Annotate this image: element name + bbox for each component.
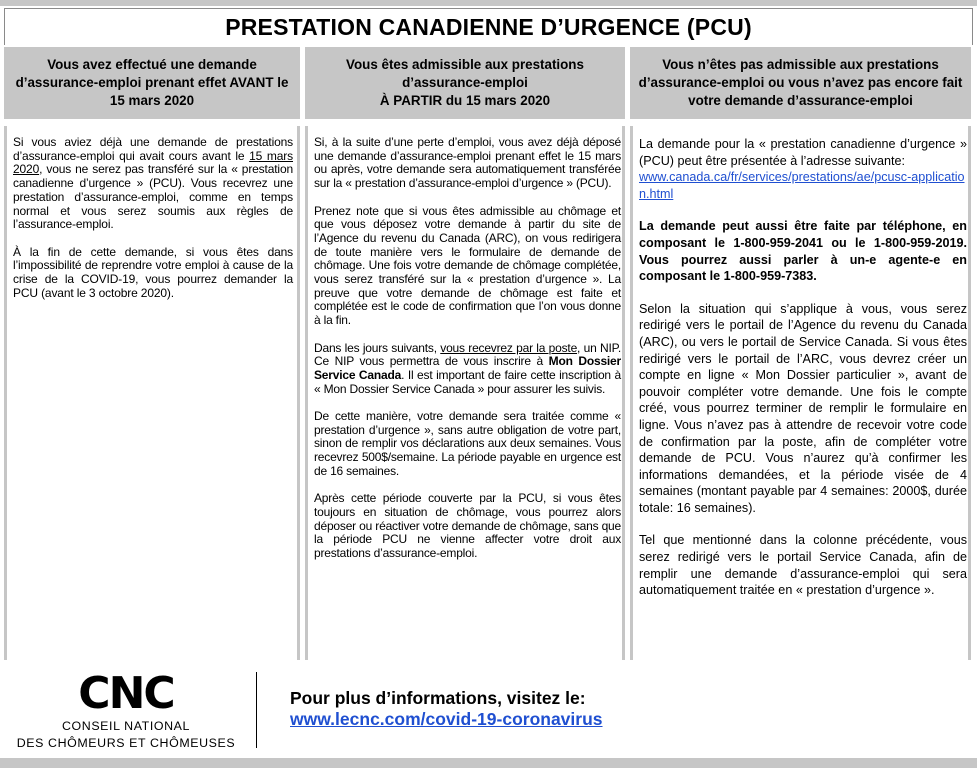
column-2-paragraph: Si, à la suite d’une perte d’emploi, vous avez déjà déposé une demande d’assurance-emploi prenant effet le 15 mars ou après, votre demande sera automatiquement transférée sur la « prestation d’assurance-emploi d’urgence » (PCU). [314, 135, 621, 191]
column-1-heading-line: d’assurance-emploi prenant effet AVANT le [15, 75, 289, 90]
column-3-paragraph: Tel que mentionné dans la colonne précédente, vous serez redirigé vers le portail Service Canada, afin de remplir une demande d’assurance-emploi qui sera automatiquement traitée en « prestation d’urgence ». [639, 533, 967, 598]
column-1-paragraph [13, 136, 293, 232]
column-3-heading [630, 47, 971, 119]
bottom-border [0, 758, 977, 768]
column-3-paragraph: Selon la situation qui s’applique à vous, vous serez redirigé vers le portail de l’Agence du revenu du Canada (ARC), ou vers le portail de Service Canada. Si vous êtes redirigé vers le portail de l’ARC, vous devrez créer un compte en ligne « Mon Dossier particulier », avant de pouvoir compléter votre demande. Une fois le compte créé, vous pourrez terminer de remplir le formulaire en ligne. Vous n’avez pas à attendre de recevoir votre code de confirmation par la poste, afin de compléter votre demande de PCU. Vous n’aurez qu’à confirmer les informations demandées, et la période visée de 4 semaines (montant payable par 4 semaines: 2000$, durée totale: 16 semaines). [639, 301, 967, 515]
column-3-heading-line: votre demande d’assurance-emploi [688, 93, 913, 108]
column-3-paragraph [639, 169, 967, 202]
column-2-heading-line: Vous êtes admissible aux prestations [346, 57, 584, 72]
org-name-line-2: DES CHÔMEURS ET CHÔMEUSES [16, 736, 236, 750]
cnc-logo [66, 668, 186, 716]
column-2-heading-line: À PARTIR du 15 mars 2020 [379, 93, 551, 108]
column-3-heading-line: Vous n’êtes pas admissible aux prestations [662, 57, 939, 72]
column-2-paragraph: De cette manière, votre demande sera traitée comme « prestation d’urgence », sans autre obligation de votre part, sinon de remplir vos déclarations aux deux semaines. Vous recevrez 500$/semaine. La période payable en urgence est de 16 semaines. [314, 409, 621, 478]
org-name-line-1: CONSEIL NATIONAL [61, 719, 191, 733]
column-1-paragraph: À la fin de cette demande, si vous êtes dans l’impossibilité de reprendre votre emploi à cause de la crise de la COVID-19, vous pourrez demander la PCU (avant le 3 octobre 2020). [13, 244, 293, 300]
column-2-paragraph: Après cette période couverte par la PCU, si vous êtes toujours en situation de chômage, vous pourrez alors déposer ou réactiver votre demande de chômage, sans que la période PCU ne vienne affecter votre droit aux prestations d’assurance-emploi. [314, 491, 621, 561]
info-title: Pour plus d’informations, visitez le: [290, 688, 586, 708]
text-run: Dans les jours suivants, [314, 340, 441, 355]
text-run: , un NIP. Ce NIP vous permettra de vous inscrire à [314, 340, 621, 369]
footer-divider [256, 672, 257, 748]
text-run: , vous ne serez pas transféré sur la « prestation canadienne d’urgence » (PCU). Vous recevrez une prestation d’assurance-emploi, comme en temps normal et vous serez soumis aux règles de l’assurance-emploi. [13, 162, 293, 232]
column-2-paragraph [314, 342, 621, 397]
column-1-body [4, 126, 300, 660]
column-2-paragraph: Prenez note que si vous êtes admissible au chômage et que vous déposez votre demande à partir du site de l’Agence du revenu du Canada (ARC), on vous redirigera de toute manière vers le formulaire de demande de chômage. Une fois votre demande de chômage complétée, vous serez transféré sur la « prestation d’urgence ». La preuve que votre demande de chômage est faite et complétée est le code de confirmation que l’on vous donne à la fin. [314, 203, 621, 328]
text-run: La demande pour la « prestation canadienne d’urgence » (PCU) peut être présentée à l’adresse suivante: [639, 137, 967, 168]
text-run: Si vous aviez déjà une demande de prestations d’assurance-emploi qui avait cours avant le [13, 135, 293, 163]
column-2-heading [305, 47, 625, 119]
column-1-heading-line: 15 mars 2020 [109, 93, 195, 108]
column-1-heading [4, 47, 300, 119]
column-2-body [305, 126, 625, 660]
column-1-heading-line: Vous avez effectué une demande [47, 57, 257, 72]
top-border [0, 0, 977, 6]
date-underlined: 15 mars 2020 [13, 148, 293, 177]
page-title: PRESTATION CANADIENNE D’URGENCE (PCU) [4, 8, 973, 45]
column-2-heading-line: d’assurance-emploi [402, 75, 528, 90]
text-run: . Il est important de faire cette inscription à « Mon Dossier Service Canada » pour assurer les suivis. [314, 367, 621, 396]
bold-text: Mon Dossier Service Canada [314, 354, 622, 382]
cnc-website-link[interactable]: www.lecnc.com/covid-19-coronavirus [290, 709, 603, 729]
cnc-logo-mark [66, 668, 186, 716]
column-3-paragraph: La demande peut aussi être faite par téléphone, en composant le 1-800-959-2041 ou le 1-800-959-2019. Vous pourrez aussi parler à un-e agente-e en composant le 1-800-959-7383. [639, 219, 967, 284]
logo-lettering: CNC [78, 668, 174, 716]
column-3-heading-line: d’assurance-emploi ou vous n’avez pas encore fait [638, 75, 963, 90]
pcu-application-link[interactable]: www.canada.ca/fr/services/prestations/ae/pcusc-application.html [639, 170, 965, 201]
column-3-body [630, 126, 971, 660]
column-3-paragraph [639, 136, 967, 169]
underlined-text: vous recevrez par la poste [440, 340, 578, 355]
